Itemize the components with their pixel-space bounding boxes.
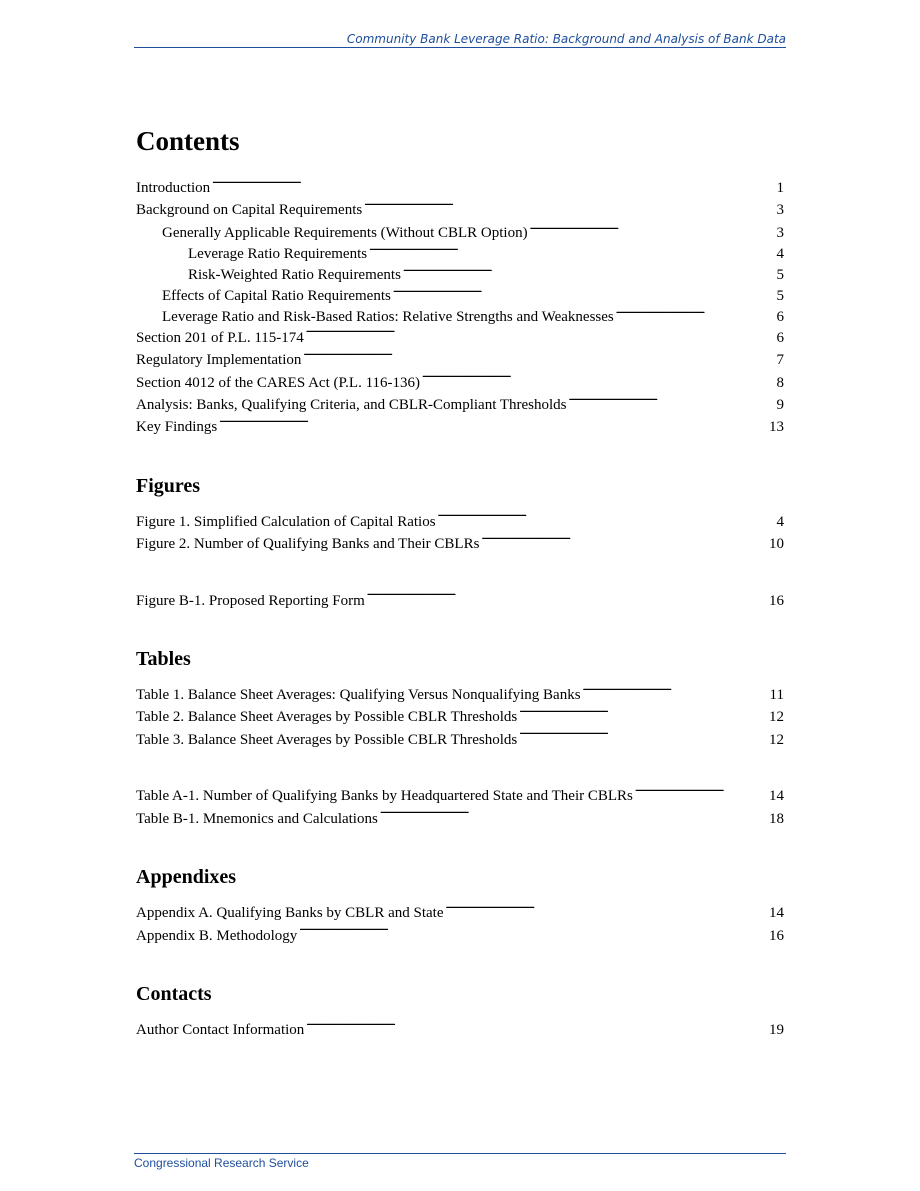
toc-entry-label: Background on Capital Requirements [136,202,363,219]
toc-entry-label: Regulatory Implementation [136,352,302,369]
toc-entry-label: Leverage Ratio Requirements [188,245,368,262]
page-footer: Congressional Research Service [134,1153,786,1170]
toc-entry-page: 4 [776,245,784,262]
toc-entry-label: Figure 2. Number of Qualifying Banks and Their CBLRs [136,536,480,553]
toc-entry-label: Table B-1. Mnemonics and Calculations [136,810,378,827]
toc-entry-label: Section 201 of P.L. 115-174 [136,329,304,346]
dot-leader [519,706,767,721]
toc-entry-risk-weighted[interactable] [188,264,784,285]
dot-leader [367,590,767,605]
toc-entry-author-contact[interactable] [136,1019,784,1041]
toc-entry-page: 11 [769,687,784,704]
toc-entry-section-4012[interactable] [136,372,784,394]
dot-leader [212,177,774,192]
toc-entry-page: 14 [769,788,784,805]
toc-entry-page: 16 [769,592,784,609]
dot-leader [380,808,767,823]
toc-entry-page: 12 [769,731,784,748]
figures-heading: Figures [136,474,201,497]
toc-entry-page: 12 [769,709,784,726]
toc-entry-page: 14 [769,905,784,922]
toc-entry-leverage-ratio[interactable] [188,243,784,264]
toc-entry-label: Generally Applicable Requirements (Without CBLR Option) [162,224,528,241]
running-header: Community Bank Leverage Ratio: Background and Analysis of Bank Data [134,32,786,48]
toc-entry-table-3[interactable] [136,729,784,751]
toc-entry-table-a1[interactable] [136,785,784,807]
dot-leader [299,925,767,940]
toc-entry-label: Leverage Ratio and Risk-Based Ratios: Relative Strengths and Weaknesses [162,308,614,325]
toc-entry-page: 3 [776,202,784,219]
contacts-list [136,1019,784,1041]
dot-leader [519,729,767,744]
toc-entry-label: Table 1. Balance Sheet Averages: Qualifying Versus Nonqualifying Banks [136,687,581,704]
toc-entry-background[interactable] [136,199,784,221]
tables-list [136,684,784,751]
toc-entry-generally-applicable[interactable] [162,222,784,243]
toc-entry-effects[interactable] [162,285,784,306]
tables-appendix-list [136,785,784,830]
toc-entry-page: 18 [769,810,784,827]
dot-leader [583,684,768,699]
toc-entry-section-201[interactable] [136,327,784,349]
toc-entry-label: Figure 1. Simplified Calculation of Capital Ratios [136,513,436,530]
toc-entry-table-1[interactable] [136,684,784,706]
toc-entry-page: 9 [776,397,784,414]
dot-leader [481,533,767,548]
toc-entry-label: Risk-Weighted Ratio Requirements [188,266,401,283]
toc-entry-page: 6 [776,308,784,325]
dot-leader [303,349,774,364]
toc-entry-page: 5 [776,266,784,283]
dot-leader [393,285,775,300]
toc-entry-page: 10 [769,536,784,553]
table-of-contents [136,122,784,1041]
toc-entry-appendix-a[interactable] [136,902,784,924]
toc-entry-page: 16 [769,927,784,944]
toc-entry-label: Author Contact Information [136,1021,305,1038]
figures-appendix-list [136,590,784,612]
contents-title: Contents [136,126,240,156]
toc-entry-table-b1[interactable] [136,808,784,830]
toc-entry-page: 7 [776,352,784,369]
toc-entry-label: Effects of Capital Ratio Requirements [162,287,391,304]
dot-leader [616,306,775,321]
dot-leader [422,372,774,387]
tables-heading: Tables [136,648,191,671]
toc-entry-page: 3 [776,224,784,241]
toc-entry-figure-1[interactable] [136,511,784,533]
dot-leader [569,394,775,409]
dot-leader [219,416,767,431]
toc-entry-label: Table A-1. Number of Qualifying Banks by Headquartered State and Their CBLRs [136,788,633,805]
toc-entry-label: Key Findings [136,419,218,436]
dot-leader [403,264,775,279]
toc-entry-page: 19 [769,1021,784,1038]
dot-leader [530,222,775,237]
toc-entry-label: Section 4012 of the CARES Act (P.L. 116-136) [136,374,421,391]
toc-entry-analysis[interactable] [136,394,784,416]
dot-leader [635,785,767,800]
dot-leader [306,1019,767,1034]
toc-entry-label: Analysis: Banks, Qualifying Criteria, and CBLR-Compliant Thresholds [136,397,567,414]
dot-leader [445,902,767,917]
dot-leader [364,199,774,214]
contacts-heading: Contacts [136,982,212,1005]
toc-entry-figure-2[interactable] [136,533,784,555]
toc-entry-label: Appendix B. Methodology [136,927,298,944]
dot-leader [438,511,775,526]
toc-entry-label: Introduction [136,180,211,196]
toc-entry-page: 5 [776,287,784,304]
dot-leader [369,243,774,258]
figures-list [136,511,784,556]
toc-entry-page: 4 [776,513,784,530]
toc-entry-label: Table 3. Balance Sheet Averages by Possible CBLR Thresholds [136,731,518,748]
toc-entry-introduction[interactable] [136,177,784,199]
appendixes-heading: Appendixes [136,866,237,889]
appendixes-list [136,902,784,947]
toc-entry-table-2[interactable] [136,706,784,728]
toc-entry-strengths-weaknesses[interactable] [162,306,784,327]
toc-entry-label: Figure B-1. Proposed Reporting Form [136,592,365,609]
toc-entry-appendix-b[interactable] [136,925,784,947]
toc-entry-figure-b1[interactable] [136,590,784,612]
toc-entry-label: Appendix A. Qualifying Banks by CBLR and State [136,905,444,922]
toc-entry-page: 6 [776,329,784,346]
dot-leader [306,327,775,342]
toc-entry-regulatory[interactable] [136,349,784,371]
toc-entry-label: Table 2. Balance Sheet Averages by Possible CBLR Thresholds [136,709,518,726]
toc-entry-key-findings[interactable] [136,416,784,438]
contents-list [136,177,784,439]
toc-entry-page: 13 [769,419,784,436]
toc-entry-page: 8 [776,374,784,391]
toc-entry-page: 1 [776,180,784,196]
